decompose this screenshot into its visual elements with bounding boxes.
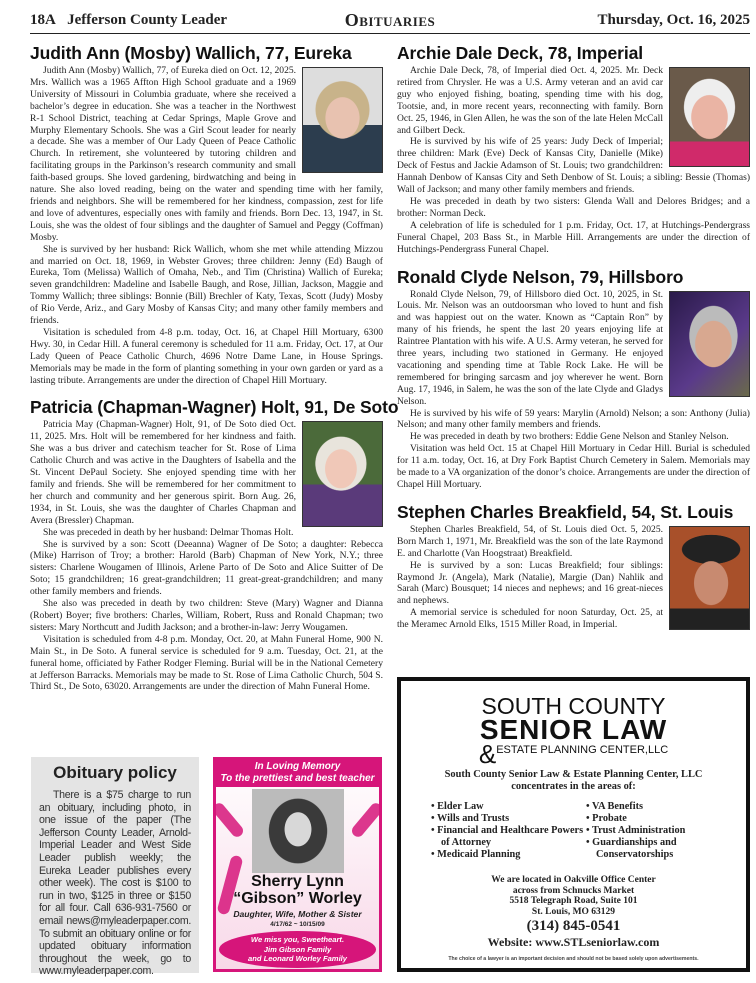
obituary-wallich [30, 42, 383, 386]
page-number: 18A [30, 12, 56, 28]
obituary-paragraph: He is survived by his wife of 59 years: Marylin (Arnold) Nelson; a son: Anthony (Julia) Nelson; and many other family members and friends. [397, 407, 750, 431]
obituary-paragraph: She is survived by her husband: Rick Wallich, whom she met while attending Mizzou and married on Oct. 18, 1969, in Webster Groves; three children: Jenny (Ed) Baugh of Eureka, Tom (Melissa) Wallich of Omaha, Neb., and Tim (Christina) Wallich of Eureka; seven grandchildren: Madeline and Isabelle Baugh, and Rose, Jillian, Jackson, Maggie and Tommy Wallich; three siblings: Bonnie (Bill) Brechler of Katy, Texas, Scott (Judy) Mosby of Rio Verde, Ariz., and Gary Mosby of Kansas City; and many other family members and friends. [30, 243, 383, 327]
memorial-line2: To the prettiest and best teacher [220, 773, 375, 784]
obituary-title: Archie Dale Deck, 78, Imperial [397, 43, 644, 63]
deck-photo [669, 67, 750, 167]
memorial-banner [216, 760, 379, 787]
wallich-photo [302, 67, 383, 173]
services-list [401, 801, 746, 861]
obituary-paragraph: Visitation was held Oct. 15 at Chapel Hill Mortuary in Cedar Hill. Burial is scheduled for 11 a.m. today, Oct. 16, at Dry Fork Baptist Church Cemetery in Salem. Memorials may be made to a VA organization of the donor’s choice. Arrangements are under the direction of Chapel Hill Mortuary. [397, 443, 750, 490]
logo-ampersand: & [478, 739, 497, 769]
service-item: • Probate [586, 813, 627, 824]
address-line: across from Schnucks Market [512, 885, 635, 896]
obituary-paragraph: Visitation is scheduled from 4-8 p.m. today, Oct. 16, at Chapel Hill Mortuary, 6300 Hwy. 30, in Cedar Hill. A funeral ceremony is scheduled for 11 a.m. Friday, Oct. 17, at Our Lady Queen of Peace Catholic Church, 4696 Notre Dame Lane, in House Springs. Memorials may be made in the form of planting something in your own garden or yard as a lasting tribute. Arrangements are under the direction of Chapel Hill Mortuary. [30, 326, 383, 386]
nelson-photo [669, 291, 750, 397]
obituary-paragraph: He is survived by a son: Lucas Breakfield; four siblings: Raymond Jr. (Angela), Mark (Natalie), Margie (Dan) Nahlik and Sarah (Marc) Bousquet; 14 nieces and nephews; and 16 great-nieces and nephews. [397, 559, 663, 607]
obituary-paragraph: She also was preceded in death by two children: Steve (Mary) Wagner and Dianna (Robert) Boyer; five brothers: Charles, William, Robert, Russ and Ronald Chapman; two sisters: Mary Northcutt and Judith Jackson; and a brother-in-law: Jerry Wougamen. [30, 598, 383, 633]
memorial-message-line: Jim Gibson Family [263, 944, 332, 954]
address-line: St. Louis, MO 63129 [531, 906, 616, 917]
service-item: • Wills and Trusts [431, 813, 510, 824]
obituary-paragraph: He was preceded in death by two sisters: Glenda Wall and Delores Bridges; and a brother: Norman Deck. [397, 195, 750, 219]
memorial-subtitle: Daughter, Wife, Mother & Sister [233, 909, 362, 919]
logo-line1: SOUTH COUNTY [481, 693, 666, 719]
page-header [30, 8, 750, 34]
service-item: • Medicaid Planning [431, 849, 521, 860]
address-line: 5518 Telegraph Road, Suite 101 [509, 896, 638, 906]
service-item: • Guardianships and Conservatorships [586, 837, 677, 860]
section-title: Obituaries [344, 10, 436, 30]
obituary-paragraph: Stephen Charles Breakfield, 54, of St. Louis died Oct. 5, 2025. Born March 1, 1971, Mr. Breakfield was the son of the late Raymond E. and Charlotte (Van Hoogstraat) Breakfield. [397, 523, 663, 559]
service-item: • Trust Administration [586, 825, 686, 836]
obituary-title: Judith Ann (Mosby) Wallich, 77, Eureka [30, 43, 352, 63]
obituary-paragraph: He is survived by his wife of 25 years: Judy Deck of Imperial; three children: Mark (Eve) Deck of Kansas City, Danielle (Mike) Deck of Festus and Jackie Adamson of St. Louis; two grandchildren: Hannah Denbow of Kansas City and Seth Denbow of St. Louis; a sibling: Bessie (Thomas) Wall of Jackson; and many other family members and friends. [397, 136, 750, 196]
obituary-title: Ronald Clyde Nelson, 79, Hillsboro [397, 266, 684, 287]
ad-disclaimer: The choice of a lawyer is an important decision and should not be based solely upon advertisements. [448, 956, 699, 962]
obituary-paragraph: A memorial service is scheduled for noon Saturday, Oct. 25, at the Meramec Arnold Elks, 1515 Miller Road, in Imperial. [397, 607, 663, 631]
pink-ribbon-icon [350, 801, 385, 839]
issue-date: Thursday, Oct. 16, 2025 [597, 12, 750, 28]
memorial-line1: In Loving Memory [254, 761, 341, 772]
policy-title: Obituary policy [53, 763, 177, 782]
services-right [586, 801, 741, 861]
logo-line2: SENIOR LAW [479, 714, 668, 745]
memorial-photo [252, 789, 344, 873]
obituary-paragraph: Visitation is scheduled from 4-8 p.m. Monday, Oct. 20, at Mahn Funeral Home, 900 N. Main St., in De Soto. A funeral service is scheduled for 9 a.m. Tuesday, Oct. 21, at the funeral home, officiated by Father Rodger Fleming. Burial will be in the National Cemetery at Jefferson Barracks. Memorials may be made to St. Rose of Lima Catholic Church, 504 S. Third St., De Soto, 63020. Arrangements are under the direction of Mahn Funeral Home. [30, 633, 383, 693]
right-column [397, 42, 750, 632]
memorial-name-line1: Sherry Lynn [251, 873, 344, 890]
policy-text: There is a $75 charge to run an obituary, including photo, in one issue of the paper (The Jefferson County Leader, Arnold-Imperial Leader and West Side Leader publish weekly; the Eureka Leader publishes every other week). The cost is $100 to run in two, $125 in three or $150 for all four. Call 636-931-7560 or email news@myleaderpaper.com. To submit an obituary online or for updated obituary information throughout the week, go to www.myleaderpaper.com. [39, 789, 191, 978]
ad-intro-line1: South County Senior Law & Estate Planning Center, LLC [444, 769, 703, 780]
obituary-breakfield [397, 501, 750, 631]
ad-intro-line2: concentrates in the areas of: [511, 781, 636, 792]
memorial-name-line2: “Gibson” Worley [233, 890, 362, 907]
breakfield-photo [669, 526, 750, 630]
service-item: • Elder Law [431, 801, 484, 812]
logo-line3 [401, 739, 746, 769]
logo-line3-text: ESTATE PLANNING CENTER,LLC [496, 744, 669, 756]
obituary-paragraph: He was preceded in death by two brothers: Eddie Gene Nelson and Stanley Nelson. [410, 431, 729, 443]
obituary-nelson [397, 266, 750, 491]
law-firm-ad [397, 677, 750, 972]
holt-photo [302, 421, 383, 527]
obituary-policy-box [31, 757, 199, 978]
memorial-dates: 4/17/62 ~ 10/15/09 [270, 921, 325, 928]
pink-ribbon-icon [211, 801, 246, 839]
ad-address [401, 875, 746, 917]
obituary-paragraph: She is survived by a son: Scott (Deeanna) Wagner of De Soto; a daughter: Rebecca (Mike) Harrison of Troy; a brother: Harold (Barb) Chapman of New York, N.Y.; three sisters: Charlene Wougamen of Illinois, Arlene Parto of De Soto and Alice Suitter of De Soto; 15 grandchildren; 16 great-grandchildren; 11 great-great-grandchildren; and many other family members and friends. [30, 538, 383, 598]
address-line: We are located in Oakville Office Center [491, 875, 656, 885]
ad-website: Website: www.STLseniorlaw.com [487, 935, 660, 949]
memorial-message-line: We miss you, Sweetheart. [250, 935, 345, 944]
service-item: • Financial and Healthcare Powers of Attorney [431, 825, 584, 848]
left-column [30, 42, 399, 693]
obituary-holt [30, 396, 399, 693]
obituary-title: Patricia (Chapman-Wagner) Holt, 91, De Soto [30, 397, 399, 418]
services-left [431, 801, 586, 861]
ad-phone: (314) 845-0541 [526, 918, 621, 934]
obituary-paragraph: Patricia May (Chapman-Wagner) Holt, 91, of De Soto died Oct. 11, 2025. Mrs. Holt will be remembered for her kindness and faith. She was a bus driver and catechism teacher for St. Rose of Lima Catholic Church and was active in the Daughters of Isabella and the St. Vincent DePaul Society. She enjoyed spending time with her family and friends. She will be remembered for her commitment to her church and community and her generous spirit. Born Aug. 26, 1934, in St. Louis, she was the daughter of Charles Chapman and Avera (Bressler) Chapman. [30, 419, 296, 526]
service-item: • VA Benefits [586, 801, 644, 812]
obituary-title: Stephen Charles Breakfield, 54, St. Louis [397, 501, 734, 522]
ad-intro [401, 769, 746, 793]
paper-name: Jefferson County Leader [67, 12, 228, 28]
obituary-paragraph: She was preceded in death by her husband: Delmar Thomas Holt. [43, 526, 294, 538]
obituary-paragraph: Archie Dale Deck, 78, of Imperial died Oct. 4, 2025. Mr. Deck retired from Chrysler. He was a U.S. Army veteran and an avid car guy who enjoyed fishing, boating, spending time with his dog, Tootsie, and, in more recent years, reconnecting with family. Born Oct. 25, 1946, in Glen Allen, he was the son of the late Helen McCall and Gilbert Deck. [397, 65, 663, 136]
obituary-paragraph: A celebration of life is scheduled for 1 p.m. Friday, Oct. 17, at Hutchings-Pendergrass Funeral Chapel, 203 Bass St., in Marble Hill. Arrangements are under the direction of Hutchings-Pendergrass Funeral Chapel. [397, 219, 750, 255]
obituary-paragraph: Ronald Clyde Nelson, 79, of Hillsboro died Oct. 10, 2025, in St. Louis. Mr. Nelson was an outdoorsman who loved to hunt and fish and was happiest out on the water. Known as “Captain Ron” by many of his friends, he spent the last 20 years enjoying life at Raintree Plantation with his wife. A U.S. Army veteran, he served for three years, including two stationed in Germany. He enjoyed vacationing and spending time at Table Rock Lake. He will be remembered for bringing sarcasm and joy wherever he went. Born Aug. 17, 1946, in Salem, he was the son of the late Clyde and Gladys Nelson. [397, 288, 663, 407]
obituary-deck [397, 42, 750, 256]
obituary-paragraph: Judith Ann (Mosby) Wallich, 77, of Eureka died on Oct. 12, 2025. Mrs. Wallich was a 1965 Affton High School graduate and a 1969 University of Missouri in Columbia graduate, where she received a bachelor’s degree in education. She was a teacher in the Northwest R-1 School District, teaching at Cedar Springs, Maple Grove and Murphy Elementary Schools. She was a Girl Scout leader for nearly a decade. She was a member of Our Lady Queen of Peace Catholic Church. In retirement, she volunteered by tutoring children and facilitating groups in the Parkinson’s research community and small faith-based groups. She loved gardening, birdwatching and being in nature. She also loved reading, being on the water and spending time with her family, friends and neighbors. She will be remembered for her kindness, compassion, zest for life and love of adventures, especially ones with family and friends. Born Dec. 13, 1947, in St. Louis, she was the oldest of four siblings and the daughter of Samuel and Peggy (Coffman) Mosby. [30, 65, 383, 243]
memorial-message-line: and Leonard Worley Family [247, 954, 348, 963]
memorial-message [219, 931, 376, 968]
memorial-ad [213, 757, 382, 972]
